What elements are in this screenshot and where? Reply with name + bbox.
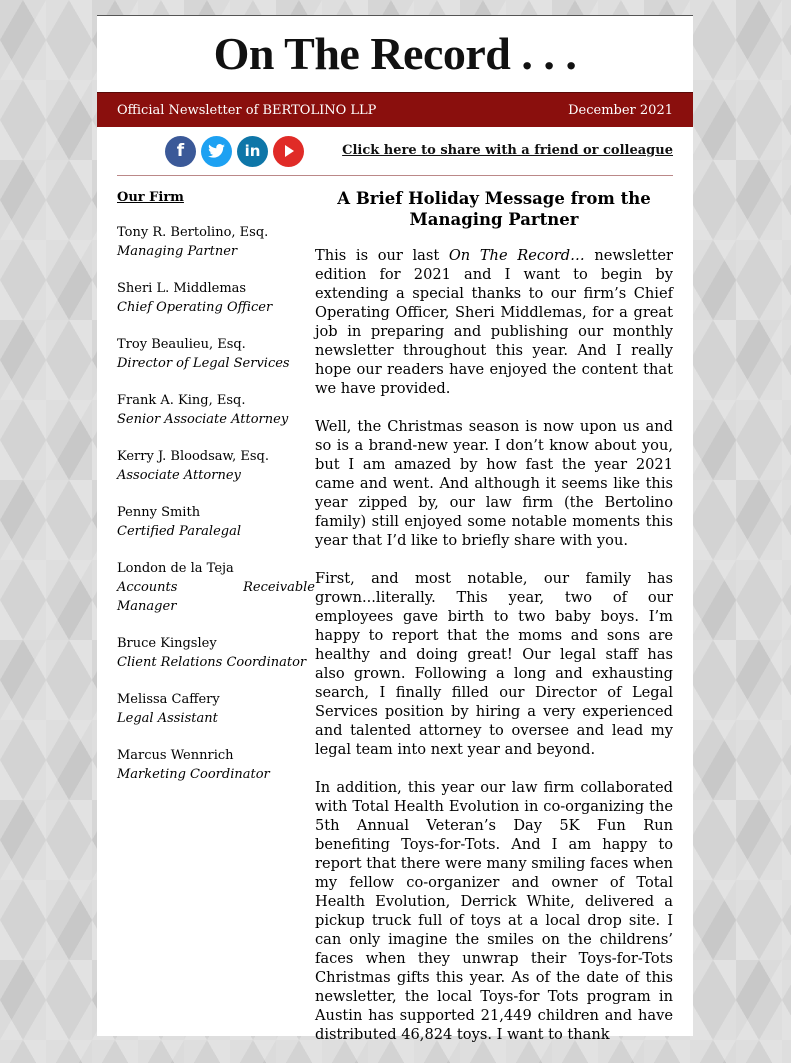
staff-entry	[117, 279, 315, 317]
paragraph-text: This is our last	[315, 247, 449, 264]
share-link[interactable]: Click here to share with a friend or colleague	[342, 143, 673, 158]
article	[315, 176, 673, 1063]
article-paragraph	[315, 246, 673, 398]
banner-newsletter-name: Official Newsletter of BERTOLINO LLP	[117, 102, 377, 118]
article-paragraph: In addition, this year our law firm collaborated with Total Health Evolution in co-organizing the 5th Annual Veteran’s Day 5K Fun Run benefiting Toys-for-Tots. And I am happy to report that there were many smiling faces when my fellow co-organizer and owner of Total Health Evolution, Derrick White, delivered a pickup truck full of toys at a local drop site. I can only imagine the smiles on the childrens’ faces when they unwrap their Toys-for-Tots Christmas gifts this year. As of the date of this newsletter, the local Toys-for Tots program in Austin has supported 21,449 children and have distributed 46,824 toys. I want to thank	[315, 779, 673, 1043]
banner-bar	[97, 92, 693, 127]
paragraph-text: newsletter edition for 2021 and I want to begin by extending a special thanks to our firm’s Chief Operating Officer, Sheri Middlemas, for a great job in preparing and publishing our monthly newsletter throughout this year. And I really hope our readers have enjoyed the content that we have provided.	[315, 247, 673, 397]
staff-title: Associate Attorney	[117, 468, 241, 483]
staff-entry	[117, 503, 315, 541]
staff-name: Bruce Kingsley	[117, 636, 217, 651]
share-row	[117, 127, 673, 176]
youtube-icon[interactable]	[273, 136, 304, 167]
staff-name: London de la Teja	[117, 561, 234, 576]
staff-entry	[117, 746, 315, 784]
staff-entry	[117, 634, 315, 672]
staff-entry	[117, 335, 315, 373]
staff-title: Senior Associate Attorney	[117, 412, 289, 427]
staff-title: Managing Partner	[117, 244, 238, 259]
staff-name: Melissa Caffery	[117, 692, 220, 707]
staff-title: Certified Paralegal	[117, 524, 242, 539]
staff-name: Sheri L. Middlemas	[117, 281, 247, 296]
twitter-bird-icon	[208, 144, 225, 158]
staff-title: Marketing Coordinator	[117, 767, 270, 782]
staff-title: Chief Operating Officer	[117, 300, 273, 315]
staff-name: Tony R. Bertolino, Esq.	[117, 225, 269, 240]
social-icons	[165, 136, 304, 167]
article-paragraph: Well, the Christmas season is now upon us and so is a brand-new year. I don’t know about you, but I am amazed by how fast the year 2021 came and went. And although it seems like this year zipped by, our law firm (the Bertolino family) still enjoyed some notable moments this year that I’d like to briefly share with you.	[315, 418, 673, 549]
staff-title: Client Relations Coordinator	[117, 655, 307, 670]
staff-title: Legal Assistant	[117, 711, 218, 726]
article-heading: A Brief Holiday Message from the Managing Partner	[337, 189, 651, 229]
staff-name: Troy Beaulieu, Esq.	[117, 337, 246, 352]
staff-entry	[117, 559, 315, 616]
linkedin-icon[interactable]: in	[237, 136, 268, 167]
staff-entry	[117, 447, 315, 485]
sidebar	[97, 176, 315, 1063]
staff-title: Accounts Receivable Manager	[117, 580, 315, 614]
staff-entry	[117, 690, 315, 728]
article-paragraph: First, and most notable, our family has grown...literally. This year, two of our employees gave birth to two baby boys. I’m happy to report that the moms and sons are healthy and doing great! Our legal staff has also grown. Following a long and exhausting search, I finally filled our Director of Legal Services position by hiring a very experienced and talented attorney to oversee and lead my legal team into next year and beyond.	[315, 570, 673, 758]
facebook-icon[interactable]: f	[165, 136, 196, 167]
newsletter-name-italic: On The Record…	[448, 247, 585, 264]
staff-title: Director of Legal Services	[117, 356, 290, 371]
staff-entry	[117, 391, 315, 429]
staff-name: Frank A. King, Esq.	[117, 393, 246, 408]
staff-name: Penny Smith	[117, 505, 201, 520]
sidebar-heading: Our Firm	[117, 190, 184, 205]
staff-entry	[117, 223, 315, 261]
staff-name: Marcus Wennrich	[117, 748, 234, 763]
content-area	[97, 176, 693, 1063]
twitter-icon[interactable]	[201, 136, 232, 167]
newsletter-page	[97, 15, 693, 1043]
play-icon	[285, 145, 294, 157]
banner-date: December 2021	[568, 102, 673, 118]
staff-name: Kerry J. Bloodsaw, Esq.	[117, 449, 270, 464]
masthead-title: On The Record . . .	[213, 28, 577, 79]
